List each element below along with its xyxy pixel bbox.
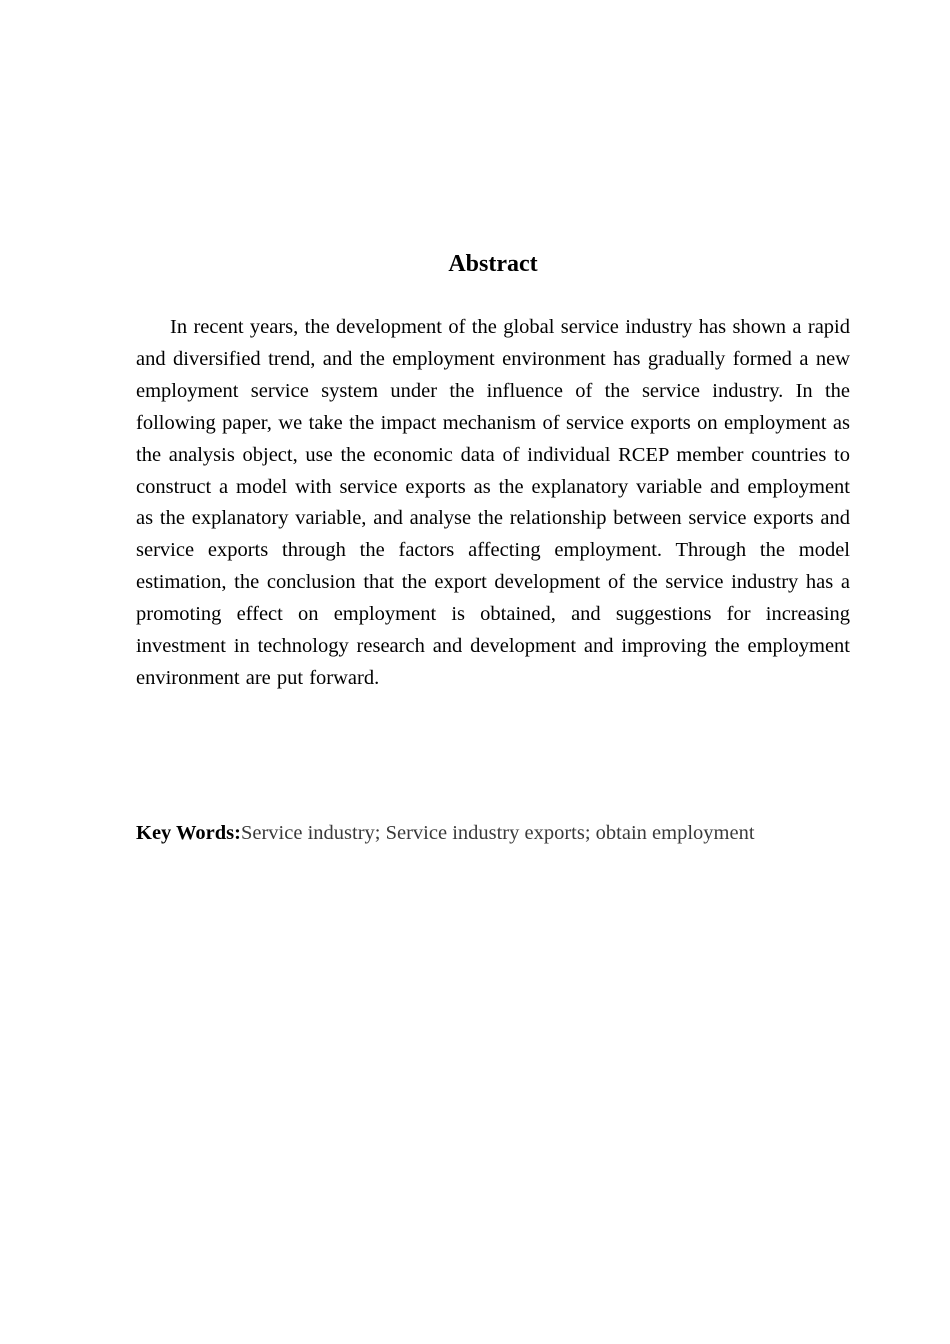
keywords-line [136, 818, 850, 848]
abstract-title: Abstract [448, 251, 538, 277]
keywords-label: Key Words: [136, 822, 241, 844]
abstract-body: In recent years, the development of the global service industry has shown a rapid and diversified trend, and the employment environment has gradually formed a new employment service system under the influence of the service industry. In the following paper, we take the impact mechanism of service exports on employment as the analysis object, use the economic data of individual RCEP member countries to construct a model with service exports as the explanatory variable and employment as the explanatory variable, and analyse the relationship between service exports and service exports through the factors affecting employment. Through the model estimation, the conclusion that the export development of the service industry has a promoting effect on employment is obtained, and suggestions for increasing investment in technology research and development and improving the employment environment are put forward. [136, 316, 850, 689]
keywords-values: Service industry; Service industry exports; obtain employment [240, 822, 755, 844]
